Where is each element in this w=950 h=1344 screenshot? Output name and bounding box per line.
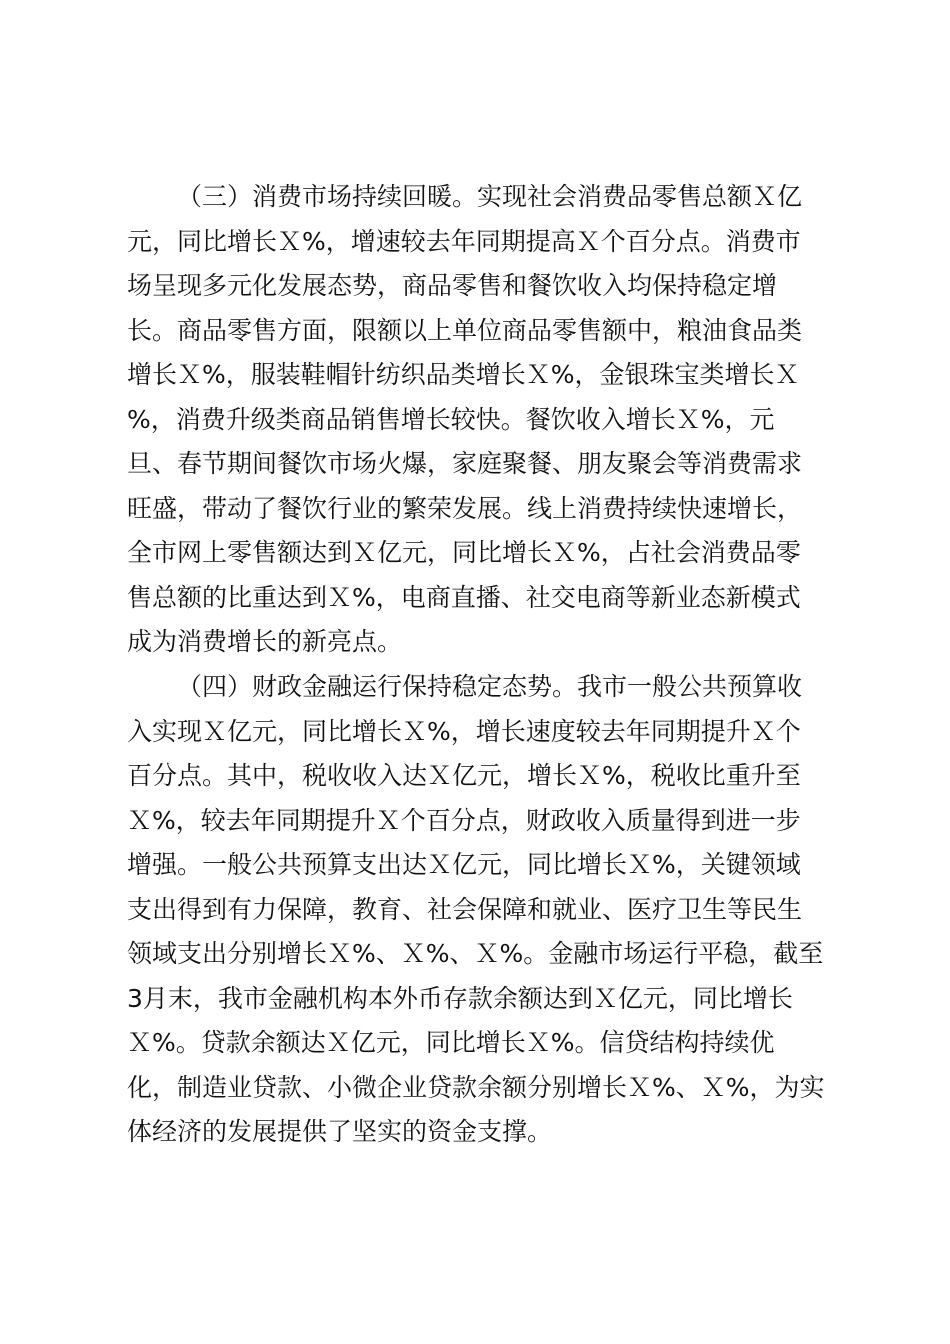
paragraph-line: 支出得到有力保障，教育、社会保障和就业、医疗卫生等民生 bbox=[127, 894, 803, 924]
paragraph-line: （三）消费市场持续回暖。实现社会消费品零售总额Ｘ亿 bbox=[177, 182, 803, 211]
paragraph-line: Ｘ%。贷款余额达Ｘ亿元，同比增长Ｘ%。信贷结构持续优 bbox=[127, 1028, 775, 1057]
paragraph-line: 增强。一般公共预算支出达Ｘ亿元，同比增长Ｘ%，关键领域 bbox=[127, 850, 801, 879]
paragraph-line: 体经济的发展提供了坚实的资金支撑。 bbox=[127, 1117, 553, 1146]
paragraph-line: 领域支出分别增长Ｘ%、Ｘ%、Ｘ%。金融市场运行平稳，截至 bbox=[127, 939, 824, 968]
paragraph-line: 旦、春节期间餐饮市场火爆，家庭聚餐、朋友聚会等消费需求 bbox=[127, 449, 803, 478]
paragraph-line: 旺盛，带动了餐饮行业的繁荣发展。线上消费持续快速增长， bbox=[127, 493, 803, 523]
paragraph-consumer-market bbox=[127, 175, 827, 665]
paragraph-line: 全市网上零售额达到Ｘ亿元，同比增长Ｘ%，占社会消费品零 bbox=[127, 538, 801, 567]
paragraph-line: %，消费升级类商品销售增长较快。餐饮收入增长Ｘ%，元 bbox=[127, 404, 775, 434]
paragraph-line: Ｘ%，较去年同期提升Ｘ个百分点，财政收入质量得到进一步 bbox=[127, 805, 801, 835]
paragraph-line: 3月末，我市金融机构本外币存款余额达到Ｘ亿元，同比增长 bbox=[127, 983, 793, 1013]
paragraph-fiscal-finance bbox=[127, 665, 827, 1155]
paragraph-line: 长。商品零售方面，限额以上单位商品零售额中，粮油食品类 bbox=[127, 315, 803, 345]
paragraph-line: 化，制造业贷款、小微企业贷款余额分别增长Ｘ%、Ｘ%，为实 bbox=[127, 1072, 825, 1102]
paragraph-line: 增长Ｘ%，服装鞋帽针纺织品类增长Ｘ%，金银珠宝类增长Ｘ bbox=[127, 360, 800, 389]
paragraph-line: 售总额的比重达到Ｘ%，电商直播、社交电商等新业态新模式 bbox=[127, 582, 801, 612]
paragraph-line: 成为消费增长的新亮点。 bbox=[127, 627, 403, 656]
paragraph-line: 场呈现多元化发展态势，商品零售和餐饮收入均保持稳定增 bbox=[127, 271, 778, 300]
paragraph-line: 元，同比增长Ｘ%，增速较去年同期提高Ｘ个百分点。消费市 bbox=[127, 226, 801, 256]
paragraph-line: 入实现Ｘ亿元，同比增长Ｘ%，增长速度较去年同期提升Ｘ个 bbox=[127, 716, 801, 746]
paragraph-line: （四）财政金融运行保持稳定态势。我市一般公共预算收 bbox=[177, 672, 803, 701]
paragraph-line: 百分点。其中，税收收入达Ｘ亿元，增长Ｘ%，税收比重升至 bbox=[127, 761, 801, 790]
